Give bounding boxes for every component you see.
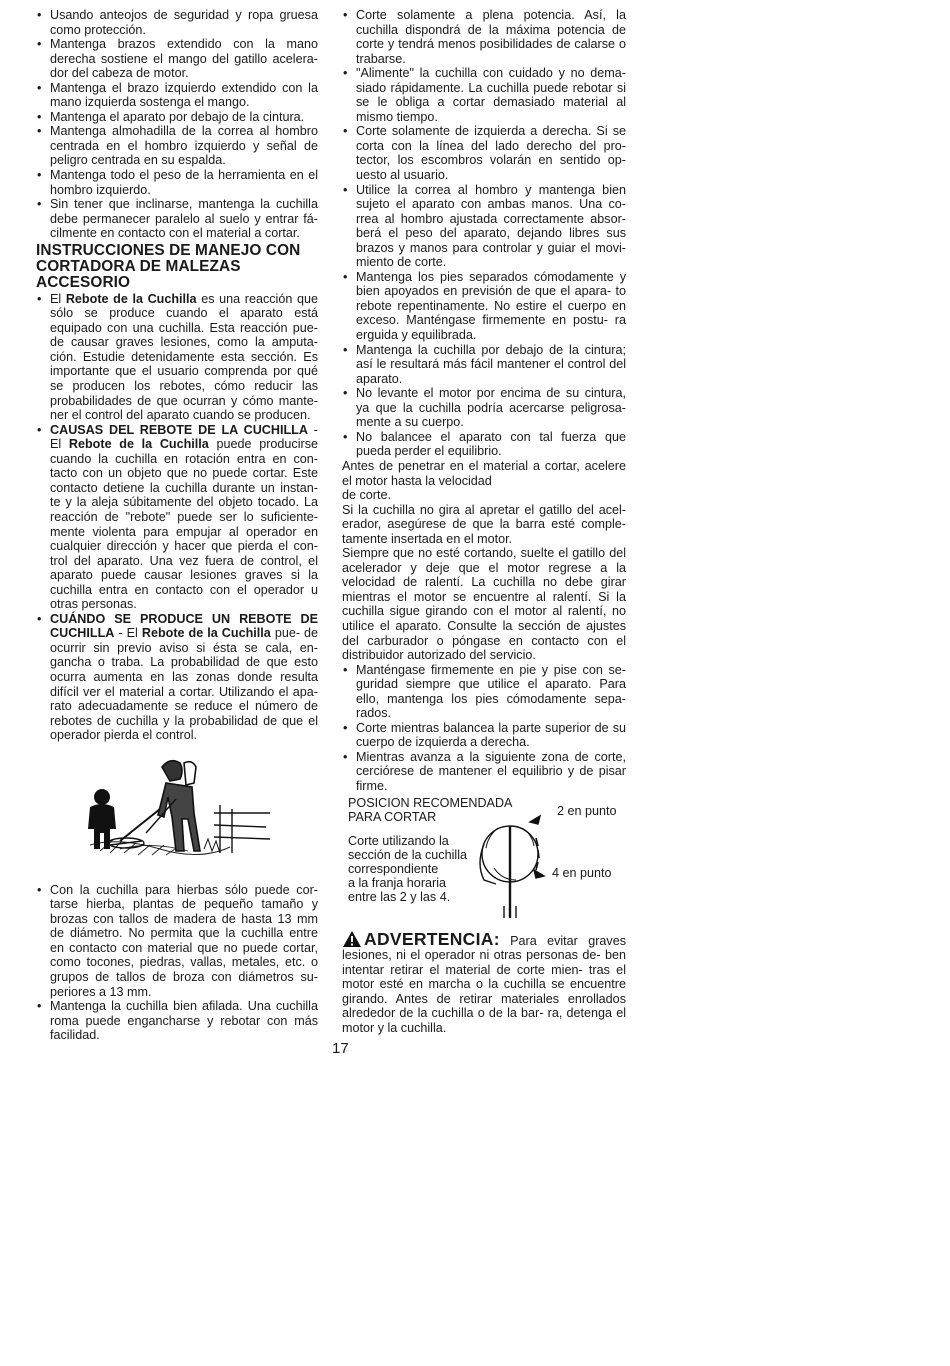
cutting-bullet-list xyxy=(342,8,626,459)
paragraph: Antes de penetrar en el material a cortar, acelere el motor hasta la velocidad de corte. xyxy=(342,458,626,503)
list-item: • "Alimente" la cuchilla con cuidado y no dema- siado rápidamente. La cuchilla puede rebotar si se le obliga a cortar demasiado material al mismo tiempo. xyxy=(342,66,626,124)
label-4-oclock: 4 en punto xyxy=(552,865,612,880)
paragraph: Si la cuchilla no gira al apretar el gatillo del acel- erador, asegúrese de que la barra esté comple- tamente insertada en el motor. xyxy=(342,502,626,546)
list-item: • Corte mientras balancea la parte superior de su cuerpo de izquierda a derecha. xyxy=(342,721,626,750)
list-item: • Mantenga todo el peso de la herramienta en el hombro izquierdo. xyxy=(36,168,318,197)
right-column xyxy=(342,8,626,1035)
kickback-causes: • CAUSAS DEL REBOTE DE LA CUCHILLA - El Rebote de la Cuchilla puede producirse cuando la cuchilla en rotación entra en con- tacto con un objeto que no puede cortar. Este contacto detiene la cuchilla durante un instan- te y la aleja súbitamente del objeto tocado. La reacción de "rebote" puede ser lo suficiente- mente violenta para empujar al operador en cualquier dirección y hacer que pierda el con- trol del aparato. Una vez fuera de control, el aparato puede causar lesiones graves si la cuchilla entra en contacto con el operador u otras personas. xyxy=(36,423,318,612)
kickback-intro: • El Rebote de la Cuchilla es una reacción que sólo se produce cuando el aparato está equipado con una cuchilla. Esta reacción pue- de causar graves lesiones, como la amputa- ción. Estudie detenidamente esta sección. Es importante que el usuario comprenda por qué se producen los rebotes, cómo reducir las probabilidades de que ocurran y cómo mante- ner el control del aparato cuando se producen. xyxy=(36,292,318,423)
list-item: • Mantenga almohadilla de la correa al hombro centrada en el hombro izquierdo y señal de peligro centrada en su espalda. xyxy=(36,124,318,168)
blade-diagram-icon xyxy=(472,808,556,920)
list-item: • Corte solamente a plena potencia. Así, la cuchilla dispondrá de la máxima potencia de corte y tendrá menos posibilidades de calarse o trabarse. xyxy=(342,8,626,66)
kickback-when: • CUÁNDO SE PRODUCE UN REBOTE DE CUCHILLA - El Rebote de la Cuchilla pue- de ocurrir sin previo aviso si ésta se cala, en- gancha o traba. La probabilidad de que esto ocurra aumenta en las zonas donde resulta difícil ver el material a cortar. Utilizando el apa- rato adecuadamente se reduce el número de rebotes de cuchilla y la probabilidad de que el operador pierda el control. xyxy=(36,612,318,743)
left-column xyxy=(36,8,318,1043)
figure-title: PARA CORTAR xyxy=(348,809,437,824)
list-item: • Mantenga los pies separados cómodamente y bien apoyados en previsión de que el apara- to rebote repentinamente. No estire el cuerpo en exceso. Manténgase firmemente en postu- ra erguida y equilibrada. xyxy=(342,270,626,343)
figure-title: POSICION RECOMENDADA xyxy=(348,795,513,810)
paragraph: Siempre que no esté cortando, suelte el gatillo del acelerador y deje que el motor regrese a la velocidad de ralentí. La cuchilla no debe girar mientras el motor se encuentre al ralentí. Si la cuchilla sigue girando con el motor al ralentí, no utilice el aparato. Consulte la sección de ajustes del carburador o póngase en contacto con el distribuidor autorizado del servicio. xyxy=(342,546,626,663)
list-item: • Mantenga la cuchilla bien afilada. Una cuchilla roma puede engancharse y rebotar con más facilidad. xyxy=(36,999,318,1043)
page-number: 17 xyxy=(332,1040,349,1057)
list-item: • Mantenga el brazo izquierdo extendido con la mano izquierda sostenga el mango. xyxy=(36,81,318,110)
bottom-bullet-list xyxy=(36,883,318,1043)
cutting-position-figure xyxy=(342,796,626,920)
list-item: • No balancee el aparato con tal fuerza que pueda perder el equilibrio. xyxy=(342,430,626,459)
heading-line: ACCESORIO xyxy=(36,273,131,291)
list-item: • Mantenga brazos extendido con la mano derecha sostiene el mango del gatillo acelera- dor del cabeza de motor. xyxy=(36,37,318,81)
list-item: • Mientras avanza a la siguiente zona de corte, cerciórese de mantener el equilibrio y de pisar firme. xyxy=(342,750,626,794)
figure-caption: Corte utilizando la sección de la cuchilla correspondiente a la franja horaria entre las 2 y las 4. xyxy=(348,833,468,905)
stance-bullet-list xyxy=(342,663,626,794)
operator-figure-icon xyxy=(80,753,280,863)
warning-block xyxy=(342,930,626,1036)
label-2-oclock: 2 en punto xyxy=(557,803,617,818)
list-item: • Con la cuchilla para hierbas sólo puede cor- tarse hierba, plantas de pequeño tamaño y brozas con tallos de madera de hasta 13 mm de diámetro. No permita que la cuchilla entre en contacto con material que no puede cortar, como tocones, piedras, vallas, metales, etc. o grupos de tallos de broza con diámetros su- periores a 13 mm. xyxy=(36,883,318,999)
warning-text: Para evitar graves lesiones, ni el operador ni otras personas de- ben intentar retirar el material de corte mien- tras el motor esté en marcha o la cuchilla se encuentre girando. Antes de retirar materiales enrollados alrededor de la cuchilla o de la bar- ra, detenga el motor y la cuchilla. xyxy=(342,933,626,1035)
operator-illustration xyxy=(36,753,318,869)
list-item: • Corte solamente de izquierda a derecha. Si se corta con la línea del lado derecho del pro- tector, los escombros volarán en sentido op- uesto al usuario. xyxy=(342,124,626,182)
list-item: • Mantenga el aparato por debajo de la cintura. xyxy=(36,110,318,125)
list-item: • Utilice la correa al hombro y mantenga bien sujeto el aparato con ambas manos. Una co- rrea al hombro ajustada correctamente absor- berá el peso del aparato, dejando libres sus brazos y manos para controlar y guiar el movi- miento de corte. xyxy=(342,183,626,270)
warning-title: ADVERTENCIA: xyxy=(364,928,500,949)
list-item: • Sin tener que inclinarse, mantenga la cuchilla debe permanecer paralelo al suelo y entrar fá- cilmente en contacto con el material a cortar. xyxy=(36,197,318,241)
list-item: • No levante el motor por encima de su cintura, ya que la cuchilla podría acercarse peligrosa- mente a su cuerpo. xyxy=(342,386,626,430)
list-item: • Usando anteojos de seguridad y ropa gruesa como protección. xyxy=(36,8,318,37)
kickback-list xyxy=(36,292,318,743)
top-bullet-list xyxy=(36,8,318,241)
warning-triangle-icon xyxy=(342,930,362,948)
heading-line: CORTADORA DE MALEZAS xyxy=(36,257,241,275)
heading-line: INSTRUCCIONES DE MANEJO CON xyxy=(36,241,301,259)
list-item: • Mantenga la cuchilla por debajo de la cintura; así le resultará más fácil mantener el control del aparato. xyxy=(342,343,626,387)
list-item: • Manténgase firmemente en pie y pise con se- guridad siempre que utilice el aparato. Para ello, mantenga los pies cómodamente sepa- rados. xyxy=(342,663,626,721)
section-heading xyxy=(36,243,318,291)
